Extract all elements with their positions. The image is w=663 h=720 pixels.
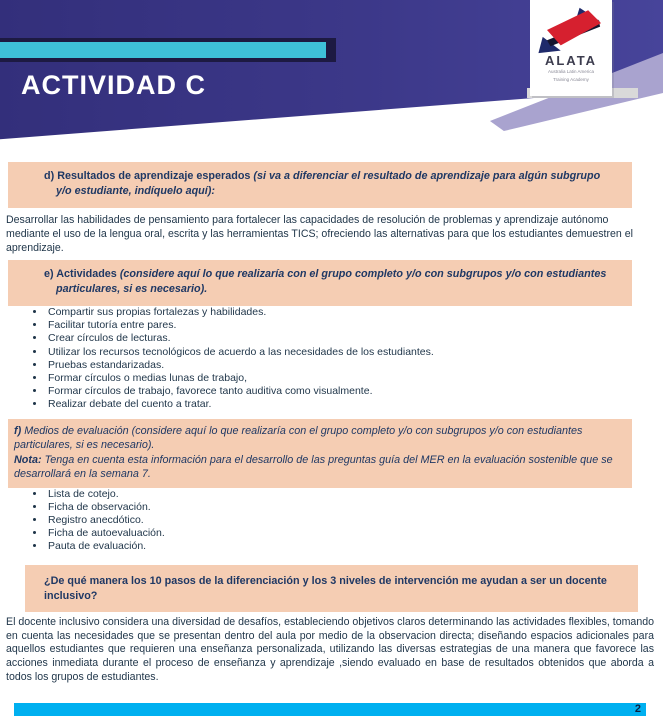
list-item: • Ficha de autoevaluación. [46, 527, 663, 540]
section-d-note: (si va a diferenciar el resultado de aprendizaje para algún subgrupo y/o estudiante, indíquelo aquí): [56, 170, 601, 197]
list-item: • Formar círculos o medias lunas de trabajo, [46, 372, 663, 385]
section-e-title: Actividades [56, 268, 120, 280]
section-e-note: (considere aquí lo que realizaría con el grupo completo y/o con subgrupos y/o con estudiantes particulares, si es necesario). [56, 268, 607, 295]
list-item: • Pauta de evaluación. [46, 540, 663, 553]
alata-logo-subtitle-2: Training Academy [553, 76, 589, 82]
list-item: • Compartir sus propias fortalezas y habilidades. [46, 306, 663, 319]
section-e-header [8, 260, 632, 306]
section-f-header [8, 419, 632, 488]
question-answer-body: El docente inclusivo considera una diversidad de desafíos, estableciendo objetivos claros determinando las actividades flexibles, tomando en cuenta las necesidades que se presentan dentro del aula por medio de la observacion directa; diseñando espacios adicionales para aquellos estudiantes que requieren una enseñanza personalizada, utilizando las diversas estrategias de una manera que favorece las acciones inmediata durante el proceso de enseñanza y aprendizaje ,siendo evaluado en base de resultados obtenidos que aborda a todos los grupos de estudiantes. [6, 615, 654, 684]
section-f-label: f) [14, 424, 25, 437]
section-d-header [8, 162, 632, 208]
alata-logo-subtitle-1: Australia Latin America [547, 69, 595, 74]
list-item: • Utilizar los recursos tecnológicos de acuerdo a las necesidades de los estudiantes. [46, 346, 663, 359]
alata-logo-icon [536, 6, 606, 54]
section-f-bullet-list [0, 488, 663, 554]
section-f-note: (considere aquí lo que realizaría con el grupo completo y/o con subgrupos y/o con estudiantes particulares, si es necesario). [14, 424, 583, 452]
document-content [0, 160, 663, 685]
list-item: • Facilitar tutoría entre pares. [46, 319, 663, 332]
section-e-bullet-list [0, 306, 663, 412]
footer-bar [14, 703, 646, 716]
list-item: • Realizar debate del cuento a tratar. [46, 398, 663, 411]
header-accent-bar [0, 38, 336, 62]
list-item: • Crear círculos de lecturas. [46, 332, 663, 345]
list-item: • Pruebas estandarizadas. [46, 359, 663, 372]
section-f-nota-text: Tenga en cuenta esta información para el desarrollo de las preguntas guía del MER en la evaluación sostenible que se desarrollará en la semana 7. [14, 453, 613, 481]
section-d-title: Resultados de aprendizaje esperados [57, 170, 254, 182]
alata-logo [530, 0, 612, 96]
question-text: ¿De qué manera los 10 pasos de la diferenciación y los 3 niveles de intervención me ayudan a [44, 574, 531, 587]
page-title: ACTIVIDAD C [21, 70, 206, 100]
question-header [25, 565, 638, 612]
page-header [0, 0, 663, 160]
section-d-label: d) [44, 170, 58, 182]
section-f-title: Medios de evaluación [24, 424, 132, 437]
header-accent-bar-fill [0, 42, 326, 58]
list-item: • Ficha de observación. [46, 501, 663, 514]
alata-logo-text: ALATA [544, 53, 598, 68]
page-number: 2 [634, 703, 641, 715]
list-item: • Registro anecdótico. [46, 514, 663, 527]
list-item: • Formar círculos de trabajo, favorece tanto auditiva como visualmente. [46, 385, 663, 398]
section-e-label: e) [44, 268, 57, 280]
question-text-bold: ser un docente inclusivo? [44, 574, 607, 602]
list-item: • Lista de cotejo. [46, 488, 663, 501]
section-f-nota-label: Nota: [14, 453, 45, 466]
section-d-body: Desarrollar las habilidades de pensamiento para fortalecer las capacidades de resolución de problemas y aprendizaje autónomo mediante el uso de la lengua oral, escrita y las herramientas TICS; ofreciendo las alternativas para que los estudiantes demuestren el aprendizaje. [6, 214, 633, 254]
